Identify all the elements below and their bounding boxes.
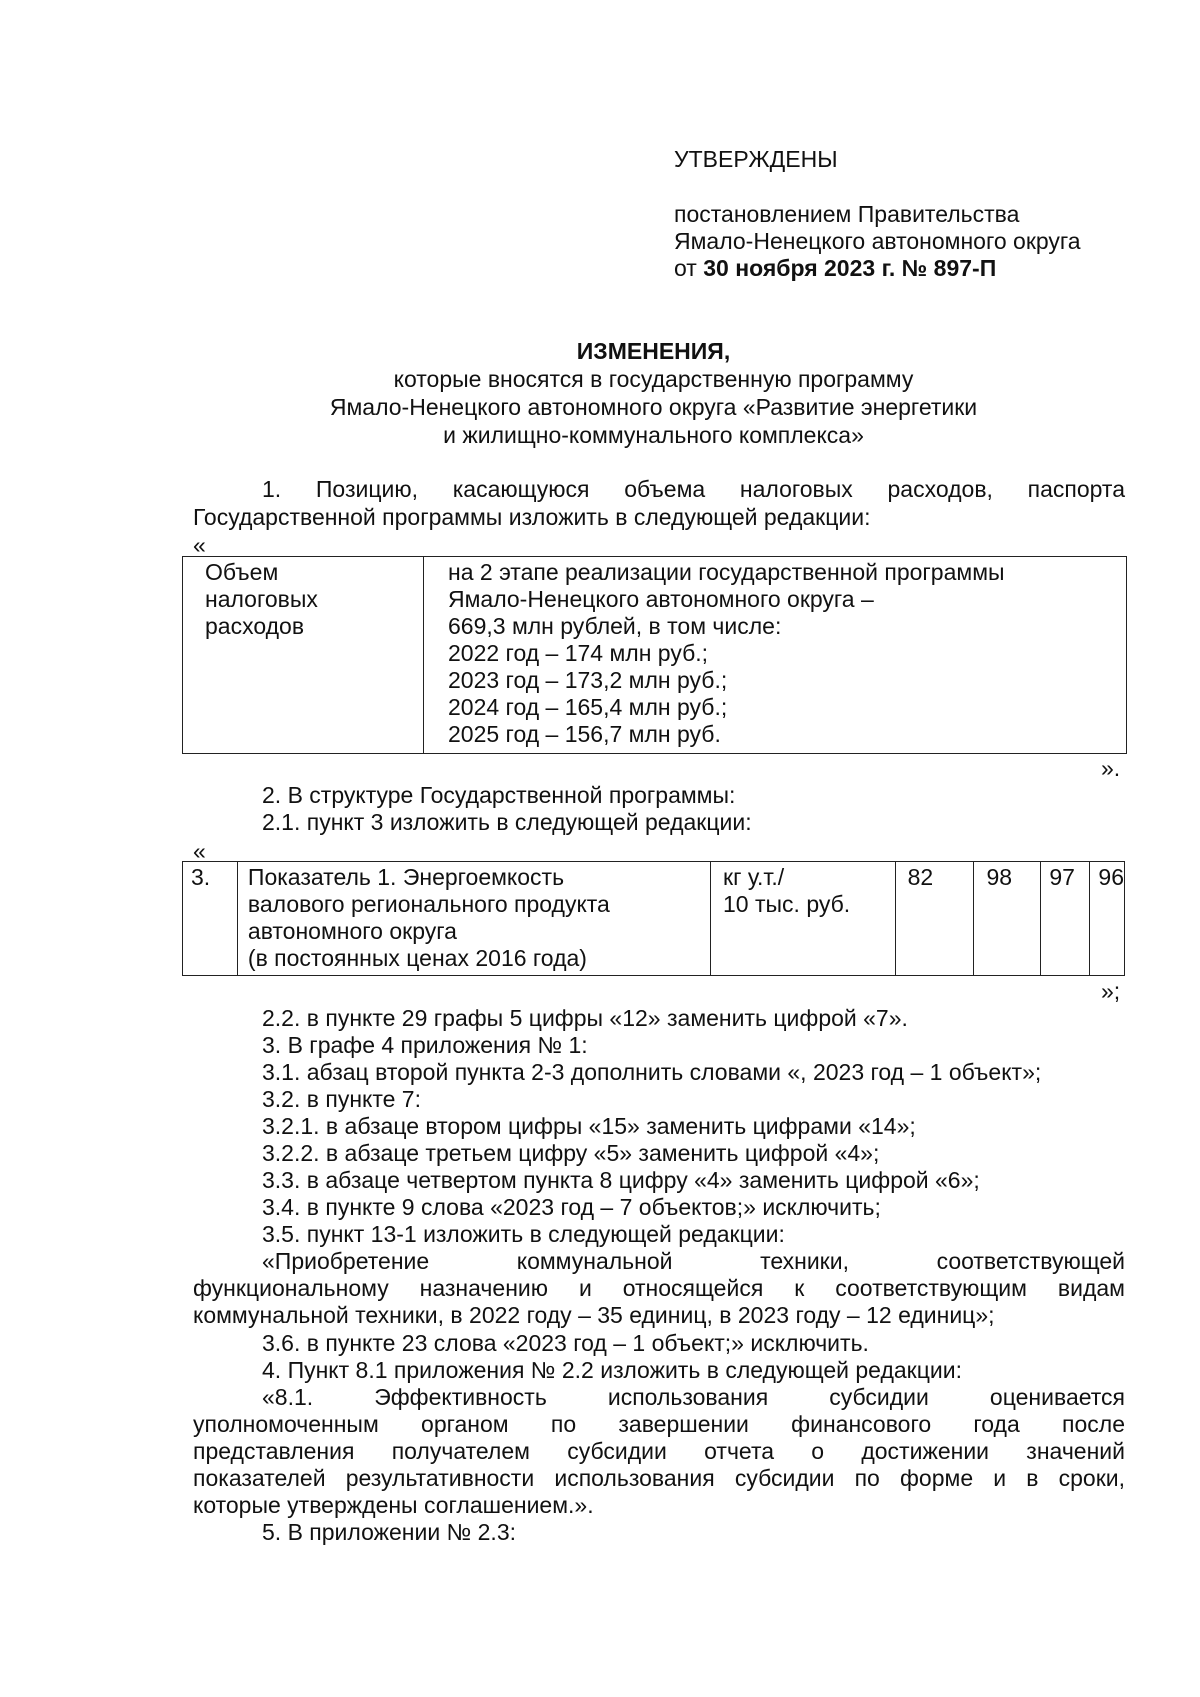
item-3-5-quote-line-1: «Приобретение коммунальной техники, соответствующей <box>262 1248 1125 1274</box>
item-4-line-3: уполномоченным органом по завершении финансового года после <box>193 1411 1125 1437</box>
tax-expenses-value-cell <box>424 557 1127 754</box>
item-2-line-2: 2.1. пункт 3 изложить в следующей редакции: <box>262 809 752 835</box>
item-1-quote-open: « <box>193 532 206 558</box>
tax-expenses-value-line: 2025 год – 156,7 млн руб. <box>448 721 721 747</box>
item-3-2-1: 3.2.1. в абзаце втором цифры «15» заменить цифрами «14»; <box>262 1113 916 1139</box>
document-title: ИЗМЕНЕНИЯ, <box>576 338 731 364</box>
item-3-5: 3.5. пункт 13-1 изложить в следующей редакции: <box>262 1221 785 1247</box>
indicator-table <box>182 861 1125 976</box>
item-3-3: 3.3. в абзаце четвертом пункта 8 цифру «4» заменить цифрой «6»; <box>262 1167 980 1193</box>
item-4-line-5: показателей результативности использования субсидии по форме и в сроки, <box>193 1465 1125 1491</box>
document-subtitle-3: и жилищно-коммунального комплекса» <box>443 422 864 448</box>
item-2-quote-close: »; <box>1101 978 1121 1004</box>
tax-expenses-value-line: Ямало-Ненецкого автономного округа – <box>448 586 874 612</box>
tax-expenses-label-line: налоговых <box>205 586 318 612</box>
item-1-line-1: 1. Позицию, касающуюся объема налоговых расходов, паспорта <box>262 476 1125 502</box>
indicator-unit-line: кг у.т./ <box>723 864 785 890</box>
approval-date-prefix: от <box>674 255 697 281</box>
indicator-unit-cell <box>711 862 896 976</box>
item-2-quote-open: « <box>193 838 206 864</box>
tax-expenses-table <box>182 556 1127 754</box>
tax-expenses-label-cell <box>183 557 424 754</box>
tax-expenses-value-line: 669,3 млн рублей, в том числе: <box>448 613 782 639</box>
item-3-4: 3.4. в пункте 9 слова «2023 год – 7 объектов;» исключить; <box>262 1194 881 1220</box>
item-4-line-6: которые утверждены соглашением.». <box>193 1492 594 1518</box>
item-4-line-2: «8.1. Эффективность использования субсидии оценивается <box>262 1384 1125 1410</box>
item-4-line-4: представления получателем субсидии отчета о достижении значений <box>193 1438 1125 1464</box>
indicator-name-line: валового регионального продукта <box>247 891 610 917</box>
indicator-name-line: автономного округа <box>247 918 457 944</box>
indicator-value-2-cell: 98 <box>974 862 1041 976</box>
approval-line-1: постановлением Правительства <box>674 201 1020 227</box>
indicator-value-1-cell: 82 <box>895 862 974 976</box>
item-5-line-1: 5. В приложении № 2.3: <box>262 1519 516 1545</box>
approval-date <box>674 255 996 282</box>
item-3-6: 3.6. в пункте 23 слова «2023 год – 1 объект;» исключить. <box>262 1330 869 1356</box>
table-row <box>183 862 1125 976</box>
item-3-5-quote-line-2: функциональному назначению и относящейся к соответствующим видам <box>193 1275 1125 1301</box>
indicator-number-cell: 3. <box>183 862 238 976</box>
indicator-unit-line: 10 тыс. руб. <box>723 891 851 917</box>
item-3-line-1: 3. В графе 4 приложения № 1: <box>262 1032 588 1058</box>
tax-expenses-label-line: расходов <box>205 613 305 639</box>
item-1-quote-close: ». <box>1101 755 1121 781</box>
tax-expenses-value-line: 2024 год – 165,4 млн руб.; <box>448 694 728 720</box>
indicator-value-4-cell: 96 <box>1090 862 1125 976</box>
item-3-5-quote-line-3: коммунальной техники, в 2022 году – 35 единиц, в 2023 году – 12 единиц»; <box>193 1302 995 1328</box>
item-2-line-1: 2. В структуре Государственной программы: <box>262 782 736 808</box>
approval-date-value: 30 ноября 2023 г. № 897-П <box>703 255 997 281</box>
indicator-name-line: (в постоянных ценах 2016 года) <box>247 945 587 971</box>
item-2-2: 2.2. в пункте 29 графы 5 цифры «12» заменить цифрой «7». <box>262 1005 908 1031</box>
item-1-line-2: Государственной программы изложить в следующей редакции: <box>193 504 871 530</box>
table-row <box>183 557 1127 754</box>
approval-line-2: Ямало-Ненецкого автономного округа <box>674 228 1081 254</box>
document-subtitle-1: которые вносятся в государственную программу <box>393 366 914 392</box>
item-3-2-2: 3.2.2. в абзаце третьем цифру «5» заменить цифрой «4»; <box>262 1140 880 1166</box>
approval-heading: УТВЕРЖДЕНЫ <box>674 146 838 172</box>
indicator-name-cell <box>237 862 710 976</box>
indicator-name-line: Показатель 1. Энергоемкость <box>247 864 565 890</box>
tax-expenses-value-line: на 2 этапе реализации государственной программы <box>448 559 1005 585</box>
tax-expenses-value-line: 2022 год – 174 млн руб.; <box>448 640 709 666</box>
item-4-line-1: 4. Пункт 8.1 приложения № 2.2 изложить в следующей редакции: <box>262 1357 962 1383</box>
indicator-value-3-cell: 97 <box>1041 862 1090 976</box>
tax-expenses-value-line: 2023 год – 173,2 млн руб.; <box>448 667 728 693</box>
item-3-2: 3.2. в пункте 7: <box>262 1086 421 1112</box>
item-3-1: 3.1. абзац второй пункта 2-3 дополнить словами «, 2023 год – 1 объект»; <box>262 1059 1042 1085</box>
tax-expenses-label-line: Объем <box>205 559 279 585</box>
document-subtitle-2: Ямало-Ненецкого автономного округа «Развитие энергетики <box>329 394 978 420</box>
